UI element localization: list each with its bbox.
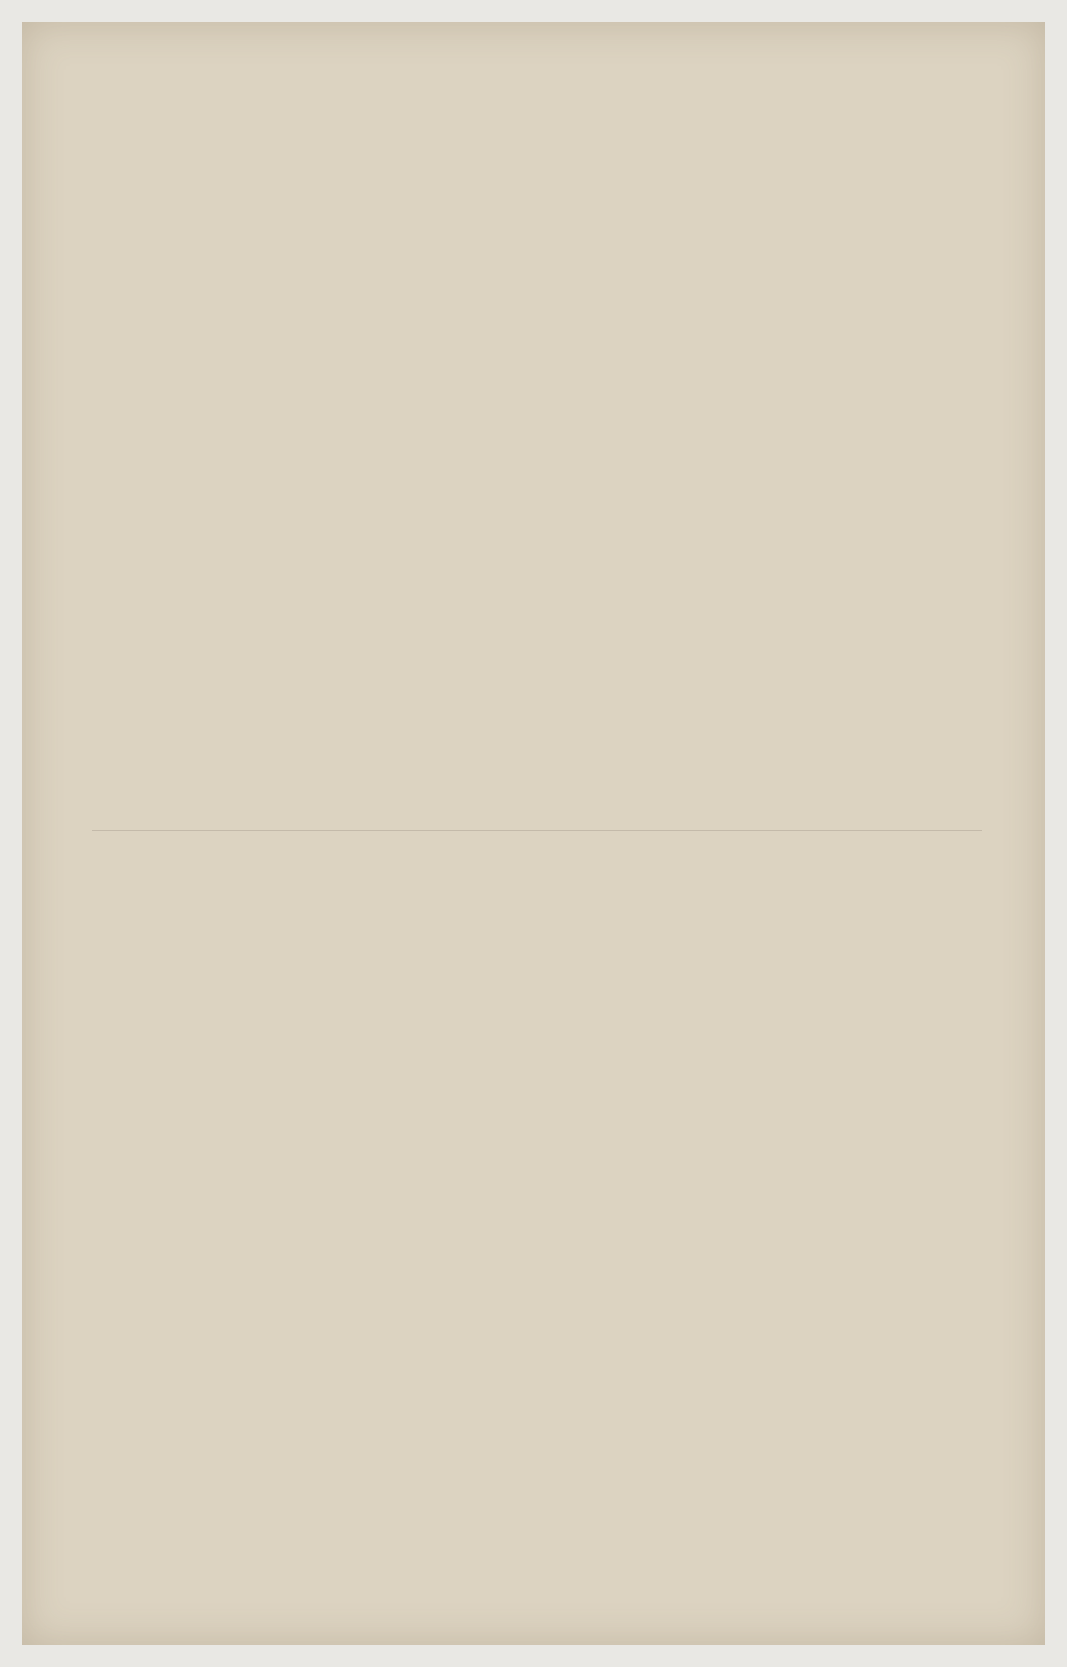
bottom-section bbox=[22, 872, 1045, 1612]
top-section bbox=[22, 150, 1045, 805]
document-page bbox=[22, 22, 1045, 1645]
section-divider bbox=[92, 830, 982, 831]
